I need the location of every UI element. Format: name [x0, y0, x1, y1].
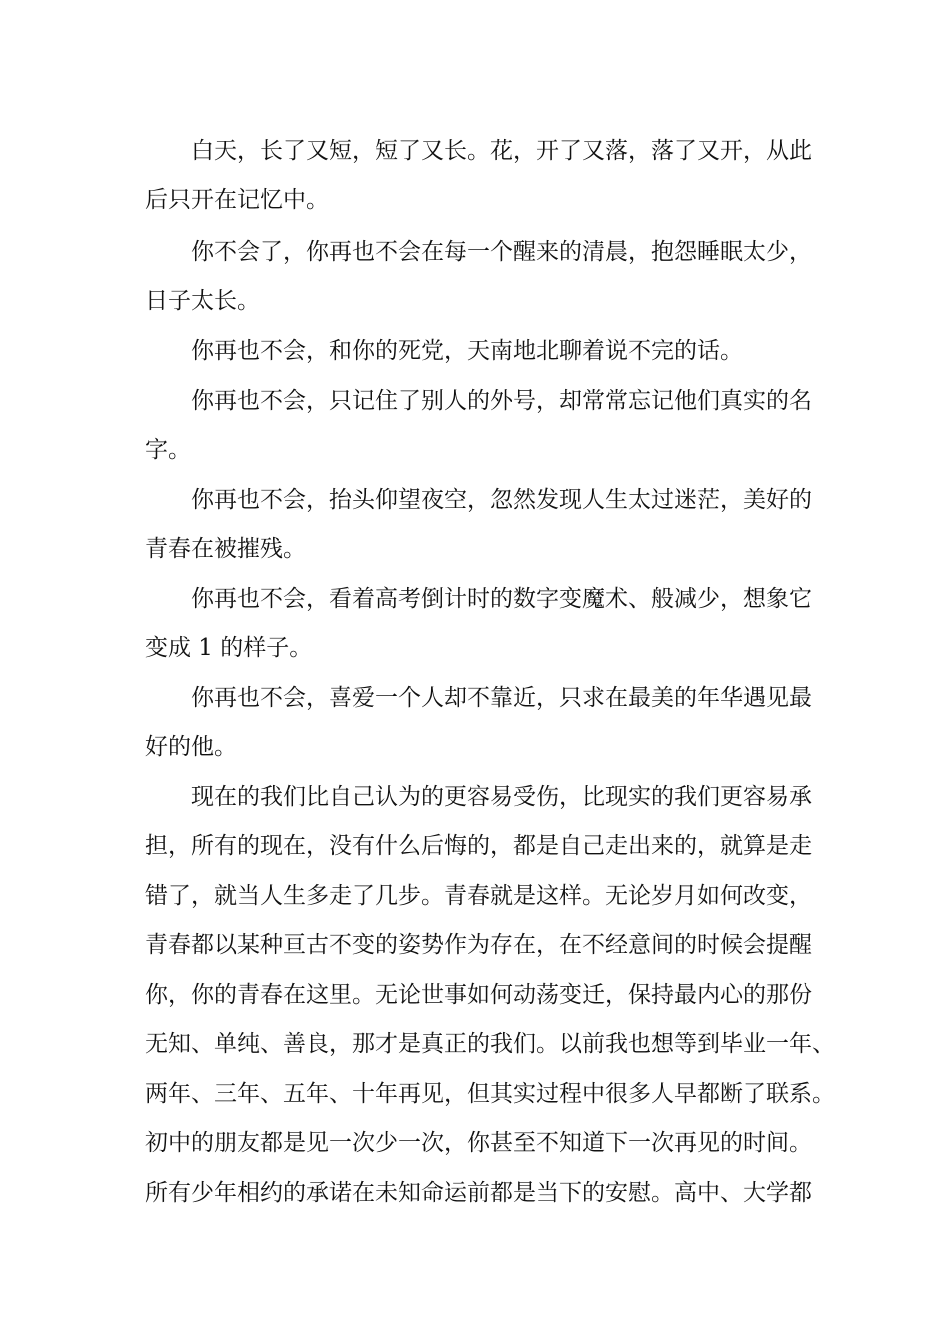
text-line: 所有少年相约的承诺在未知命运前都是当下的安慰。高中、大学都: [145, 1180, 812, 1206]
text-line: 青春在被摧残。: [145, 536, 306, 562]
text-line: 日子太长。: [145, 288, 260, 314]
text-line: 你再也不会，喜爱一个人却不靠近，只求在最美的年华遇见最: [191, 685, 812, 711]
text-line: 后只开在记忆中。: [145, 187, 329, 213]
text-line: 好的他。: [145, 734, 237, 760]
text-line: 你再也不会，看着高考倒计时的数字变魔术、般减少，想象它: [191, 586, 812, 612]
text-line: 字。: [145, 437, 191, 463]
text-line: 错了，就当人生多走了几步。青春就是这样。无论岁月如何改变，: [145, 883, 812, 909]
text-line: 你不会了，你再也不会在每一个醒来的清晨，抱怨睡眠太少，: [191, 239, 812, 265]
text-line: 你再也不会，抬头仰望夜空，忽然发现人生太过迷茫，美好的: [191, 487, 812, 513]
text-line: 变成 1 的样子。: [145, 635, 313, 661]
text-line: 青春都以某种亘古不变的姿势作为存在，在不经意间的时候会提醒: [145, 932, 812, 958]
text-line: 无知、单纯、善良，那才是真正的我们。以前我也想等到毕业一年、: [145, 1031, 835, 1057]
text-line: 现在的我们比自己认为的更容易受伤，比现实的我们更容易承: [191, 784, 812, 810]
text-line: 担，所有的现在，没有什么后悔的，都是自己走出来的，就算是走: [145, 833, 812, 859]
text-line: 两年、三年、五年、十年再见，但其实过程中很多人早都断了联系。: [145, 1081, 835, 1107]
text-line: 你，你的青春在这里。无论世事如何动荡变迁，保持最内心的那份: [145, 982, 812, 1008]
text-line: 初中的朋友都是见一次少一次，你甚至不知道下一次再见的时间。: [145, 1130, 812, 1156]
text-line: 你再也不会，只记住了别人的外号，却常常忘记他们真实的名: [191, 388, 812, 414]
text-line: 你再也不会，和你的死党，天南地北聊着说不完的话。: [191, 338, 743, 364]
text-line: 白天，长了又短，短了又长。花，开了又落，落了又开，从此: [191, 138, 812, 164]
